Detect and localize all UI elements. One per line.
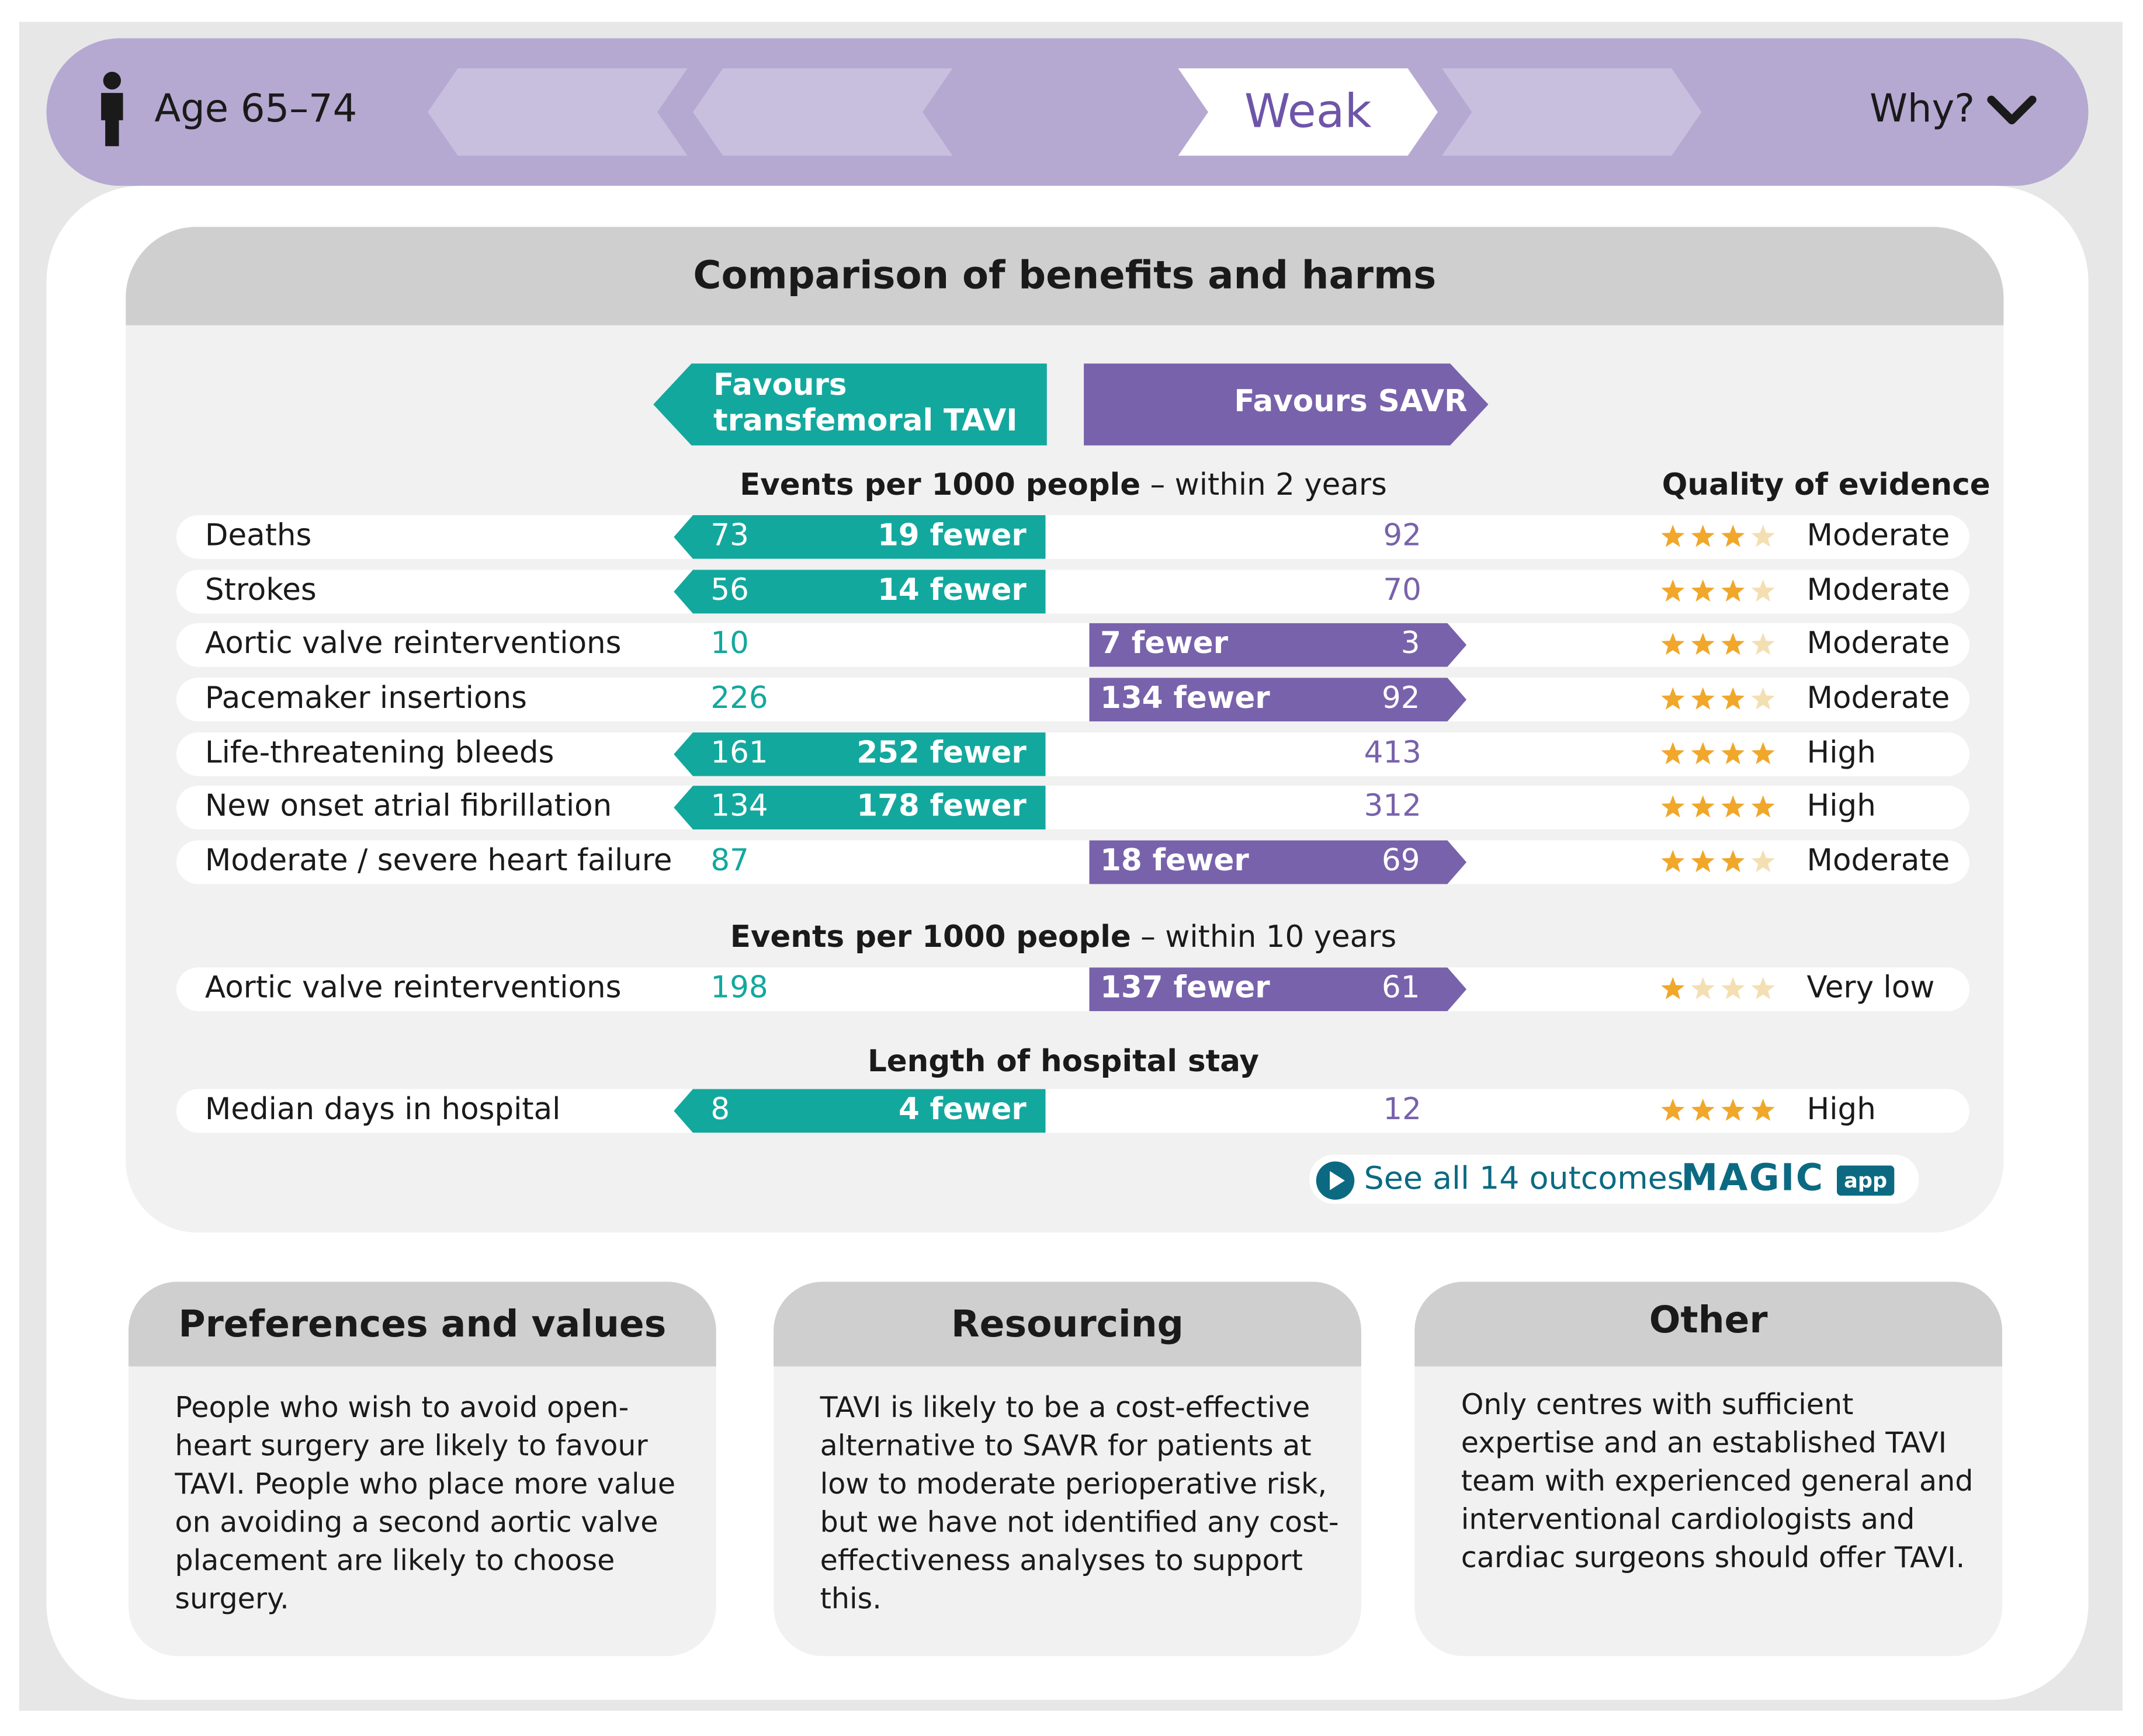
- magic-app-badge: app: [1837, 1165, 1894, 1195]
- star-filled-icon: [1661, 525, 1684, 547]
- see-all-outcomes-link[interactable]: See all 14 outcomes: [1364, 1161, 1684, 1197]
- section-title-bold: Length of hospital stay: [867, 1045, 1259, 1080]
- outcome-label: Deaths: [204, 519, 312, 554]
- quality-label: Moderate: [1806, 574, 1950, 608]
- tavi-events-value: 10: [710, 627, 749, 662]
- star-filled-icon: [1721, 579, 1745, 602]
- favours-tavi-line1: Favours: [713, 369, 847, 404]
- strength-chevron-strong-for[interactable]: [1442, 68, 1701, 156]
- star-empty-icon: [1752, 977, 1775, 999]
- evidence-stars-icon: [1659, 967, 1783, 1011]
- tavi-favour-bar: [674, 515, 1045, 559]
- savr-events-value: 413: [1364, 736, 1421, 771]
- outcome-label: New onset atrial fibrillation: [204, 790, 612, 824]
- star-filled-icon: [1721, 688, 1745, 710]
- savr-events-value: 92: [1382, 682, 1420, 716]
- outcome-row: [176, 967, 1969, 1011]
- favours-tavi-line2: transfemoral TAVI: [713, 404, 1018, 439]
- difference-label: 4 fewer: [898, 1093, 1027, 1127]
- difference-label: 19 fewer: [878, 519, 1027, 554]
- star-filled-icon: [1661, 795, 1684, 817]
- section-title-bold: Events per 1000 people: [740, 468, 1141, 503]
- box-body: Only centres with sufficient expertise and an established TAVI team with experienced general and interventional cardiologists and cardiac surgeons should offer TAVI.: [1461, 1388, 1974, 1574]
- tavi-events-value: 198: [710, 971, 768, 1006]
- panel-title: Comparison of benefits and harms: [693, 252, 1437, 298]
- tavi-favour-bar: [674, 570, 1045, 613]
- star-filled-icon: [1661, 742, 1684, 764]
- savr-events-value: 69: [1382, 844, 1420, 879]
- star-filled-icon: [1661, 688, 1684, 710]
- evidence-stars-icon: [1659, 515, 1783, 559]
- star-filled-icon: [1752, 742, 1775, 764]
- preferences-and-values-box: [129, 1282, 716, 1656]
- star-filled-icon: [1691, 525, 1715, 547]
- star-filled-icon: [1721, 633, 1745, 655]
- outcome-label: Median days in hospital: [204, 1093, 561, 1127]
- why-toggle-label[interactable]: Why?: [1870, 86, 1975, 131]
- savr-events-value: 61: [1382, 971, 1420, 1006]
- difference-label: 18 fewer: [1100, 844, 1249, 879]
- quality-label: Moderate: [1806, 627, 1950, 662]
- savr-events-value: 12: [1383, 1093, 1421, 1127]
- evidence-stars-icon: [1659, 732, 1783, 776]
- outcome-row: [176, 732, 1969, 776]
- magic-app-logo: MAGIC: [1681, 1157, 1825, 1200]
- box-title: Preferences and values: [178, 1303, 667, 1346]
- quality-label: High: [1806, 736, 1876, 771]
- outcome-label: Strokes: [204, 574, 317, 608]
- play-icon: [1315, 1160, 1355, 1201]
- star-filled-icon: [1691, 688, 1715, 710]
- outcome-row: [176, 623, 1969, 667]
- evidence-stars-icon: [1659, 570, 1783, 613]
- other-box: [1414, 1282, 2002, 1656]
- outcome-row: [176, 515, 1969, 559]
- strength-chevron-weak-selected[interactable]: [1178, 68, 1437, 156]
- star-filled-icon: [1721, 525, 1745, 547]
- outcome-row: [176, 678, 1969, 721]
- outcome-label: Aortic valve reinterventions: [204, 627, 622, 662]
- star-filled-icon: [1721, 795, 1745, 817]
- outcome-row: [176, 1089, 1969, 1133]
- difference-label: 178 fewer: [856, 790, 1027, 824]
- quality-label: Very low: [1806, 971, 1935, 1006]
- star-filled-icon: [1721, 742, 1745, 764]
- star-empty-icon: [1721, 977, 1745, 999]
- strength-chevron-strong-against[interactable]: [428, 68, 687, 156]
- tavi-events-value: 87: [710, 844, 749, 879]
- savr-favour-bar: [1089, 841, 1466, 884]
- star-filled-icon: [1661, 579, 1684, 602]
- outcome-label: Aortic valve reinterventions: [204, 971, 622, 1006]
- star-empty-icon: [1752, 850, 1775, 872]
- star-filled-icon: [1691, 1099, 1715, 1121]
- savr-events-value: 312: [1364, 790, 1421, 824]
- section-title-hospital-stay: [640, 1044, 1487, 1082]
- star-filled-icon: [1752, 795, 1775, 817]
- savr-favour-bar: [1089, 967, 1466, 1011]
- tavi-favour-bar: [674, 732, 1045, 776]
- section-title-bold: Events per 1000 people: [730, 921, 1131, 956]
- section-title-rest: – within 10 years: [1131, 921, 1397, 956]
- star-empty-icon: [1752, 688, 1775, 710]
- difference-label: 134 fewer: [1100, 682, 1270, 716]
- outcome-row: [176, 570, 1969, 613]
- star-filled-icon: [1691, 795, 1715, 817]
- box-title: Other: [1649, 1299, 1768, 1342]
- tavi-events-value: 8: [710, 1093, 730, 1127]
- box-body: People who wish to avoid open-heart surgery are likely to favour TAVI. People who place more value on avoiding a second aortic valve placement are likely to choose surgery.: [175, 1391, 676, 1616]
- favours-savr-label: Favours SAVR: [1234, 385, 1468, 420]
- tavi-events-value: 56: [710, 574, 749, 608]
- star-filled-icon: [1691, 850, 1715, 872]
- outcome-row: [176, 786, 1969, 829]
- evidence-stars-icon: [1659, 623, 1783, 667]
- star-filled-icon: [1691, 633, 1715, 655]
- star-filled-icon: [1661, 1099, 1684, 1121]
- star-empty-icon: [1752, 525, 1775, 547]
- section-title-2-years: [640, 467, 1487, 506]
- strength-label: Weak: [1244, 85, 1372, 140]
- star-filled-icon: [1661, 850, 1684, 872]
- resourcing-box: [774, 1282, 1361, 1656]
- chevron-down-icon[interactable]: [1985, 90, 2040, 131]
- quality-label: High: [1806, 790, 1876, 824]
- section-title-rest: – within 2 years: [1140, 468, 1387, 503]
- section-title-10-years: [640, 919, 1487, 958]
- outcome-label: Moderate / severe heart failure: [204, 844, 672, 879]
- box-body: TAVI is likely to be a cost-effective alternative to SAVR for patients at low to moderate perioperative risk, but we have not identified any cost-effectiveness analyses to support this.: [820, 1391, 1339, 1616]
- star-filled-icon: [1752, 1099, 1775, 1121]
- difference-label: 7 fewer: [1100, 627, 1229, 662]
- savr-events-value: 3: [1400, 627, 1420, 662]
- person-icon: [96, 71, 129, 148]
- outcome-label: Pacemaker insertions: [204, 682, 527, 716]
- evidence-stars-icon: [1659, 786, 1783, 829]
- tavi-favour-bar: [674, 786, 1045, 829]
- outcome-row: [176, 841, 1969, 884]
- tavi-events-value: 134: [710, 790, 768, 824]
- evidence-stars-icon: [1659, 678, 1783, 721]
- age-group-label: Age 65–74: [154, 86, 358, 131]
- tavi-events-value: 161: [710, 736, 768, 771]
- savr-events-value: 70: [1383, 574, 1421, 608]
- star-filled-icon: [1661, 977, 1684, 999]
- star-empty-icon: [1752, 633, 1775, 655]
- difference-label: 14 fewer: [878, 574, 1027, 608]
- star-filled-icon: [1691, 579, 1715, 602]
- evidence-stars-icon: [1659, 1089, 1783, 1133]
- savr-favour-bar: [1089, 623, 1466, 667]
- difference-label: 137 fewer: [1100, 971, 1270, 1006]
- evidence-stars-icon: [1659, 841, 1783, 884]
- box-title: Resourcing: [951, 1303, 1184, 1346]
- tavi-events-value: 226: [710, 682, 768, 716]
- star-filled-icon: [1721, 1099, 1745, 1121]
- tavi-favour-bar: [674, 1089, 1045, 1133]
- tavi-events-value: 73: [710, 519, 749, 554]
- star-empty-icon: [1752, 579, 1775, 602]
- savr-favour-bar: [1089, 678, 1466, 721]
- star-filled-icon: [1691, 742, 1715, 764]
- star-filled-icon: [1721, 850, 1745, 872]
- difference-label: 252 fewer: [856, 736, 1027, 771]
- quality-label: High: [1806, 1093, 1876, 1127]
- quality-label: Moderate: [1806, 682, 1950, 716]
- outcome-label: Life-threatening bleeds: [204, 736, 554, 771]
- savr-events-value: 92: [1383, 519, 1421, 554]
- see-all-outcomes-button[interactable]: [1309, 1155, 1919, 1204]
- strength-chevron-weak-against[interactable]: [693, 68, 952, 156]
- quality-label: Moderate: [1806, 519, 1950, 554]
- star-filled-icon: [1661, 633, 1684, 655]
- quality-label: Moderate: [1806, 844, 1950, 879]
- quality-of-evidence-header: Quality of evidence: [1662, 468, 1991, 503]
- star-empty-icon: [1691, 977, 1715, 999]
